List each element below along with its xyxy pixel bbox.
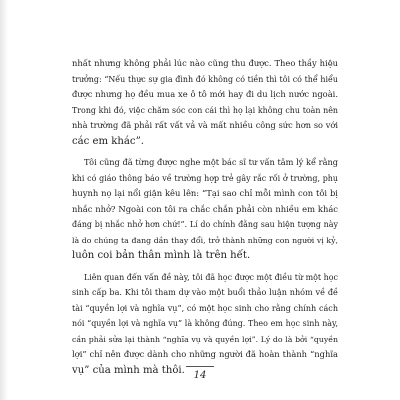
text-line: vụ” của mình mà thôi. bbox=[72, 364, 185, 376]
page-number: 14 bbox=[193, 370, 207, 381]
page-number-rule bbox=[186, 366, 214, 367]
text-line: nhắc nhở? Ngoài con tôi ra chắc chắn phải còn nhiều em khác bbox=[72, 203, 338, 214]
paragraph-3 bbox=[72, 270, 338, 379]
text-line: Liên quan đến vấn đề này, tôi đã học được một điều từ một học bbox=[84, 272, 338, 282]
text-line: cần phải sửa lại thành “nghĩa vụ và quyền lợi”. Lý do là bởi “quyền bbox=[72, 334, 338, 344]
text-line: là do chúng ta đang dần thay đổi, trở thành những con người vị kỷ, bbox=[72, 235, 338, 245]
text-line: Tôi cũng đã từng được nghe một bác sĩ tư vấn tâm lý kể rằng bbox=[84, 157, 338, 167]
text-line: nhà trường đã phải rất vất vả và mất nhiều công sức hơn so với bbox=[72, 120, 338, 130]
text-line: luôn coi bản thân mình là trên hết. bbox=[72, 250, 251, 261]
text-line: nói “quyền lợi và nghĩa vụ” là không đúng. Theo em học sinh này, bbox=[72, 319, 338, 328]
text-line: nhất nhưng không phải lúc nào cũng thu được. Theo thầy hiệu bbox=[72, 58, 338, 68]
text-line: tài “quyền lợi và nghĩa vụ”, có một học sinh cho rằng chính cách bbox=[72, 303, 338, 313]
text-line: được nhưng họ đều mua xe ô tô mới hay đi du lịch nước ngoài. bbox=[72, 89, 338, 99]
text-line: Trong khi đó, việc chăm sóc con cái thì họ lại không chu toàn nên bbox=[72, 105, 338, 115]
paragraph-1 bbox=[72, 56, 338, 149]
text-line: khi có giáo thông báo về trường hợp trẻ gây rắc rối ở trường, phụ bbox=[72, 173, 338, 183]
page-gutter-shadow bbox=[0, 0, 8, 400]
text-line: lợi” chỉ nên được dành cho những người đã hoàn thành “nghĩa bbox=[72, 349, 338, 359]
paragraph-2 bbox=[72, 155, 338, 264]
text-line: huynh nọ lại nổi giận kêu lên: “Tại sao chỉ mỗi mình con tôi bị bbox=[72, 188, 338, 198]
text-line: trưởng: “Nếu thực sự gia đình đó không có tiền thì tôi có thể hiểu bbox=[72, 74, 338, 84]
text-line: đáng bị nhắc nhở hơn chứ!”. Lí do chính đằng sau hiện tượng này bbox=[72, 220, 338, 229]
body-text bbox=[72, 56, 338, 384]
text-line: sinh cấp ba. Khi tôi tham dự vào một buổi thảo luận nhóm về đề bbox=[72, 287, 338, 297]
text-line: các em khác”. bbox=[72, 135, 144, 147]
